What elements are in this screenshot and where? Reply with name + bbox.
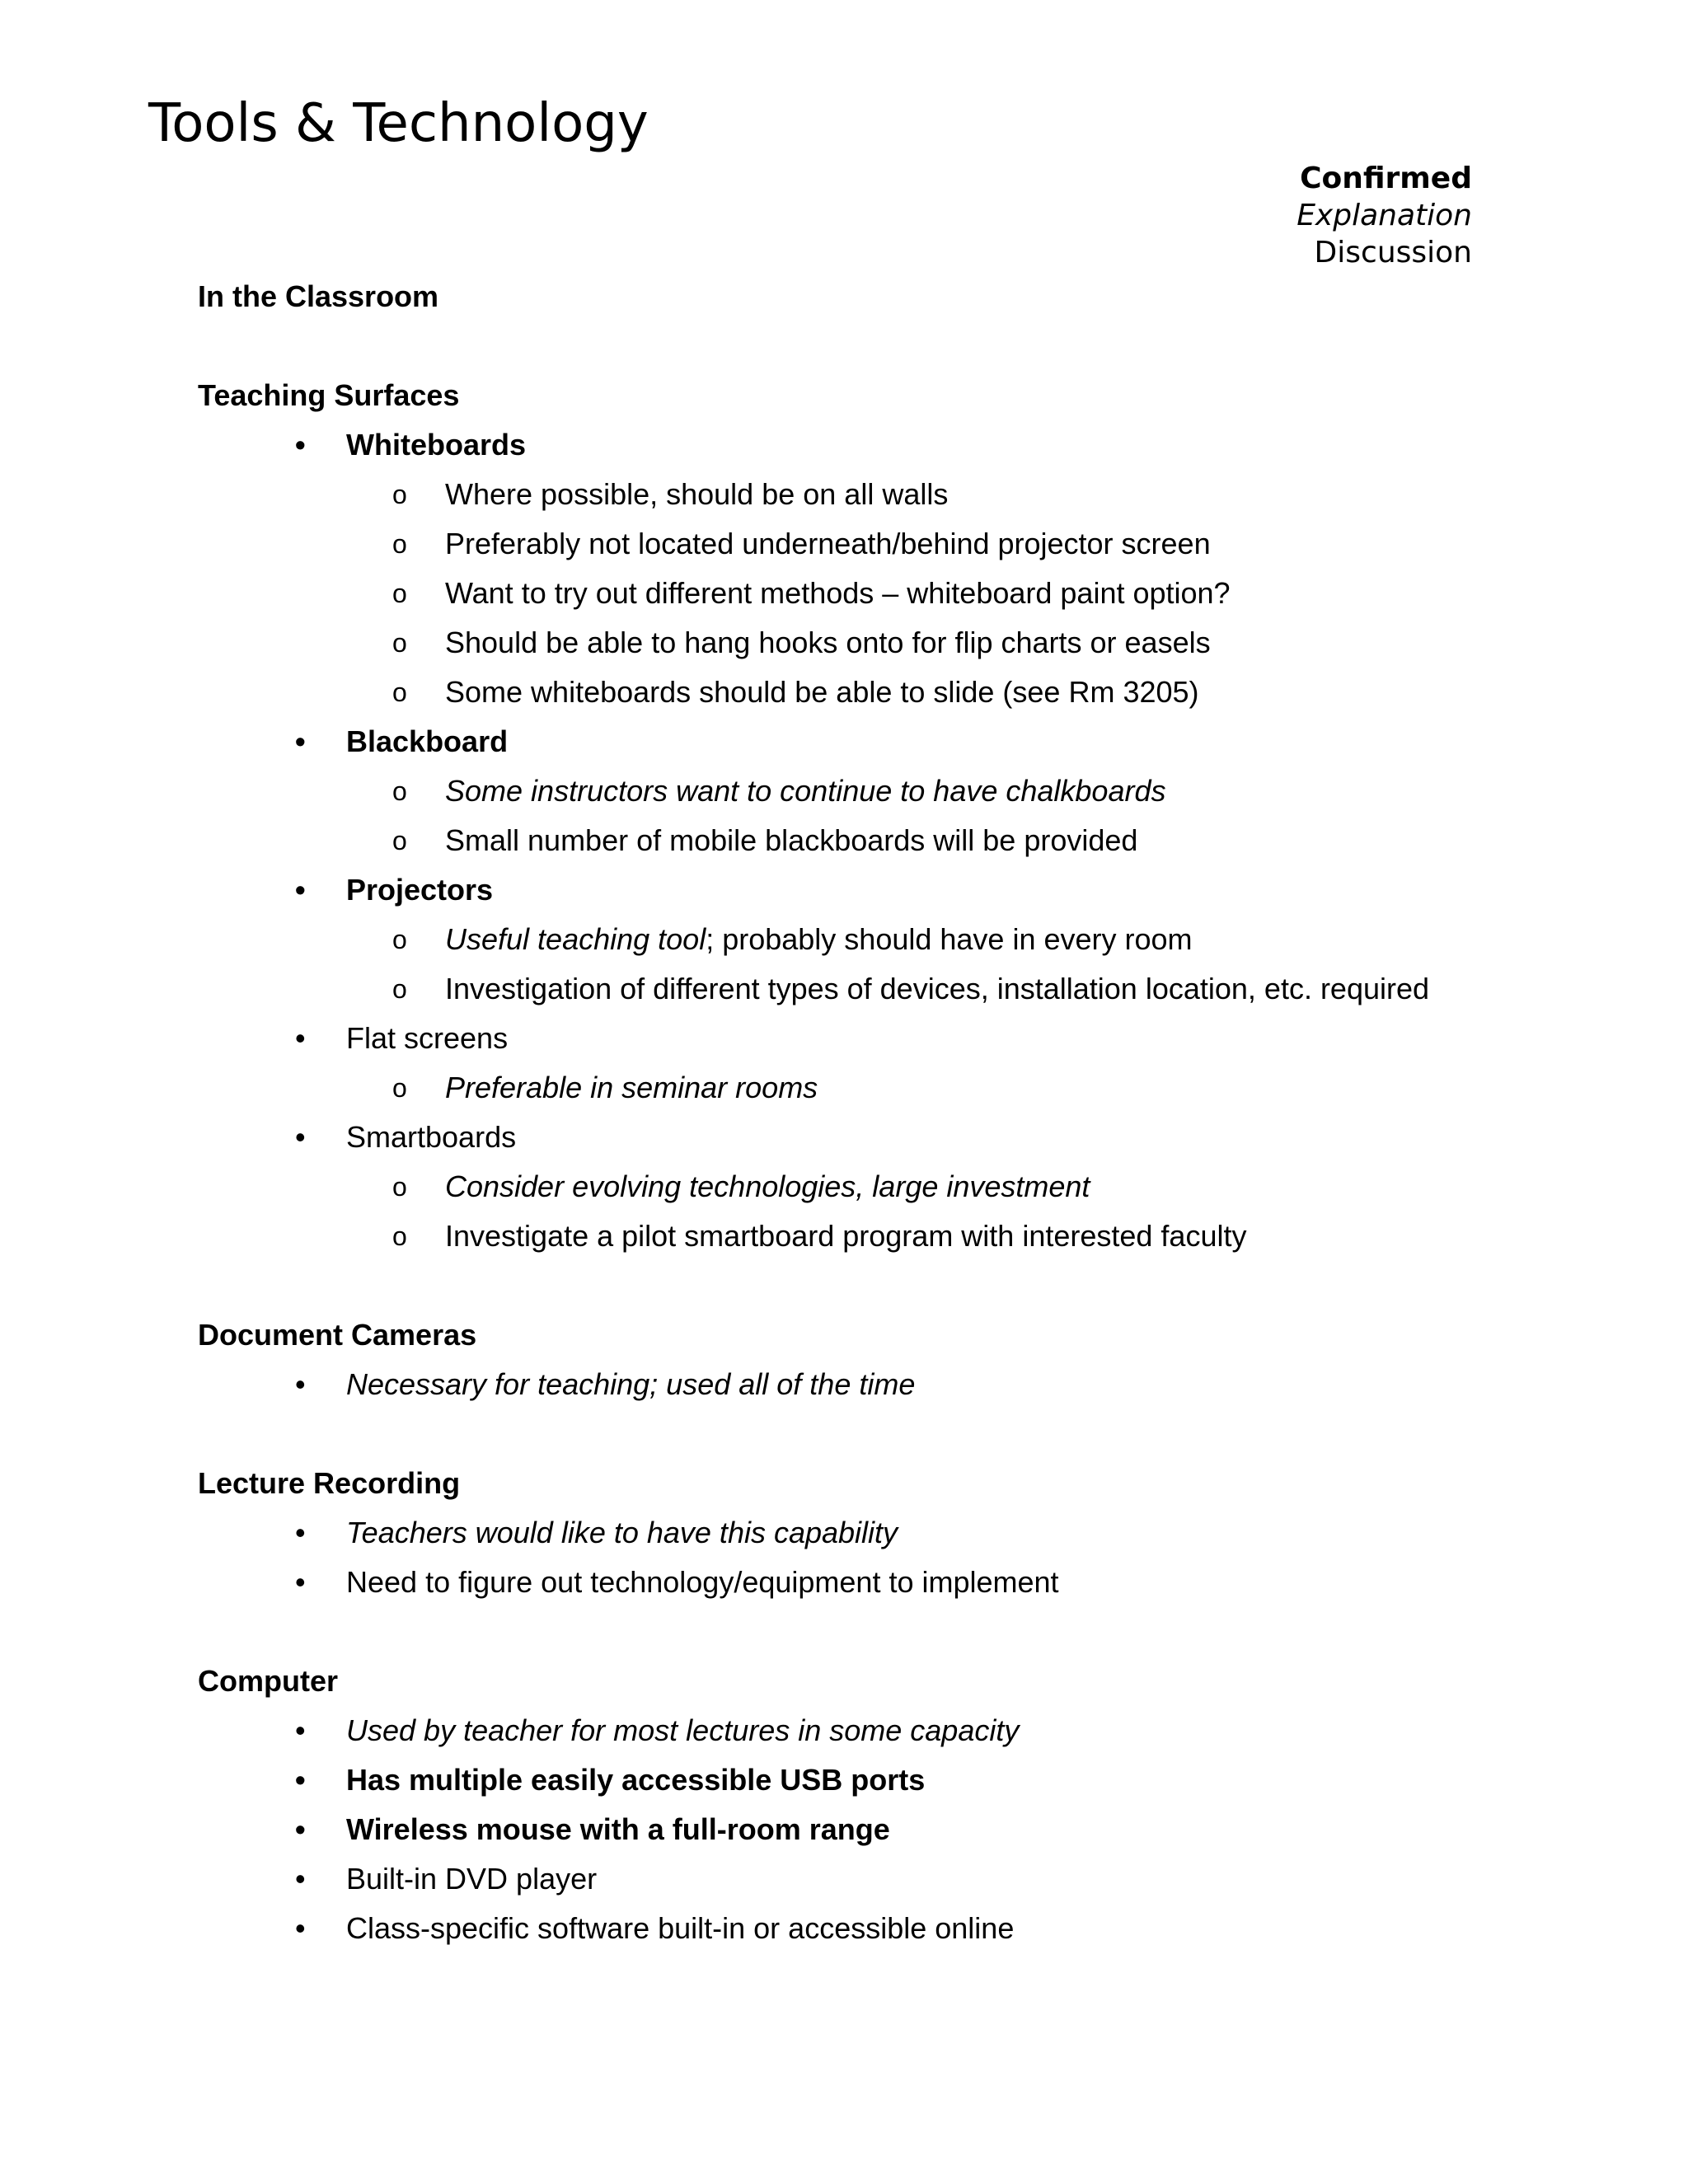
sub-bullet-icon: o bbox=[392, 776, 407, 806]
sub-bullet-icon: o bbox=[392, 480, 407, 509]
bullet-icon: • bbox=[295, 724, 306, 758]
bullet-icon: • bbox=[295, 1812, 306, 1846]
list-item: • Teachers would like to have this capability bbox=[198, 1508, 1517, 1558]
sub-bullet-icon: o bbox=[392, 579, 407, 608]
list-item: o Want to try out different methods – whiteboard paint option? bbox=[198, 569, 1517, 618]
sub-bullet-icon: o bbox=[392, 1073, 407, 1103]
sub-bullet-icon: o bbox=[392, 826, 407, 855]
bullet-icon: • bbox=[295, 1565, 306, 1599]
list-item-flat-screens: • Flat screens bbox=[198, 1014, 1517, 1063]
page-title: Tools & Technology bbox=[148, 93, 649, 154]
sub-bullet-icon: o bbox=[392, 529, 407, 559]
bullet-icon: • bbox=[295, 1763, 306, 1797]
sub-bullet-icon: o bbox=[392, 628, 407, 658]
list-item: o Preferable in seminar rooms bbox=[198, 1063, 1517, 1113]
legend-explanation: Explanation bbox=[1296, 199, 1472, 232]
list-item: o Where possible, should be on all walls bbox=[198, 470, 1517, 519]
list-item: • Built-in DVD player bbox=[198, 1854, 1517, 1904]
list-item: o Investigate a pilot smartboard program with interested faculty bbox=[198, 1212, 1517, 1261]
bullet-icon: • bbox=[295, 1713, 306, 1747]
list-item: o Useful teaching tool; probably should have in every room bbox=[198, 915, 1517, 964]
document-body bbox=[198, 272, 1517, 1953]
bullet-icon: • bbox=[295, 1367, 306, 1401]
section-title-lecture-recording: Lecture Recording bbox=[198, 1466, 461, 1500]
list-item: • Class-specific software built-in or accessible online bbox=[198, 1904, 1517, 1953]
sub-bullet-icon: o bbox=[392, 925, 407, 954]
bullet-icon: • bbox=[295, 873, 306, 907]
list-item: o Some whiteboards should be able to slide (see Rm 3205) bbox=[198, 668, 1517, 717]
list-item: o Investigation of different types of devices, installation location, etc. required bbox=[198, 964, 1517, 1014]
list-item-whiteboards: • Whiteboards bbox=[198, 420, 1517, 470]
section-title-document-cameras: Document Cameras bbox=[198, 1318, 477, 1352]
bullet-icon: • bbox=[295, 1120, 306, 1154]
list-item: o Preferably not located underneath/behind projector screen bbox=[198, 519, 1517, 569]
bullet-icon: • bbox=[295, 1021, 306, 1055]
section-title-teaching-surfaces: Teaching Surfaces bbox=[198, 378, 460, 412]
list-item: o Small number of mobile blackboards will be provided bbox=[198, 816, 1517, 865]
bullet-icon: • bbox=[295, 1911, 306, 1945]
list-item: • Used by teacher for most lectures in some capacity bbox=[198, 1706, 1517, 1755]
section-heading-classroom: In the Classroom bbox=[198, 279, 439, 313]
status-legend bbox=[1296, 160, 1472, 271]
sub-bullet-icon: o bbox=[392, 1172, 407, 1202]
list-item-projectors: • Projectors bbox=[198, 865, 1517, 915]
bullet-icon: • bbox=[295, 428, 306, 462]
legend-discussion: Discussion bbox=[1314, 236, 1472, 269]
list-item-blackboard: • Blackboard bbox=[198, 717, 1517, 766]
sub-bullet-icon: o bbox=[392, 974, 407, 1004]
legend-confirmed: Confirmed bbox=[1300, 162, 1472, 195]
bullet-icon: • bbox=[295, 1862, 306, 1896]
bullet-icon: • bbox=[295, 1516, 306, 1549]
list-item: • Wireless mouse with a full-room range bbox=[198, 1805, 1517, 1854]
list-item: o Should be able to hang hooks onto for flip charts or easels bbox=[198, 618, 1517, 668]
list-item: o Consider evolving technologies, large investment bbox=[198, 1162, 1517, 1212]
list-item-smartboards: • Smartboards bbox=[198, 1113, 1517, 1162]
list-item: • Need to figure out technology/equipment to implement bbox=[198, 1558, 1517, 1607]
sub-bullet-icon: o bbox=[392, 1221, 407, 1251]
list-item: • Necessary for teaching; used all of the time bbox=[198, 1360, 1517, 1409]
sub-bullet-icon: o bbox=[392, 677, 407, 707]
section-title-computer: Computer bbox=[198, 1664, 338, 1698]
list-item: • Has multiple easily accessible USB ports bbox=[198, 1755, 1517, 1805]
list-item: o Some instructors want to continue to have chalkboards bbox=[198, 766, 1517, 816]
